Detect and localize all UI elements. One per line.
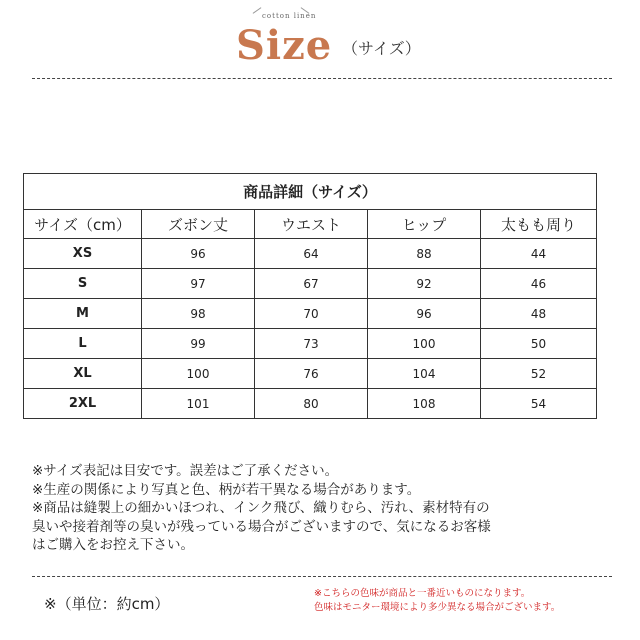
table-cell: 64	[255, 239, 368, 269]
table-cell: 44	[481, 239, 597, 269]
table-row	[24, 239, 597, 269]
table-cell: 54	[481, 389, 597, 419]
table-cell: 98	[142, 299, 255, 329]
table-cell: 96	[142, 239, 255, 269]
table-cell: 48	[481, 299, 597, 329]
note-line: はご購入をお控え下さい。	[32, 537, 194, 553]
table-cell: 104	[368, 359, 481, 389]
table-row	[24, 329, 597, 359]
table-cell: 73	[255, 329, 368, 359]
table-header-row	[24, 210, 597, 239]
size-label: L	[24, 329, 142, 359]
table-cell: 88	[368, 239, 481, 269]
size-label: 2XL	[24, 389, 142, 419]
page-subtitle: （サイズ）	[342, 39, 421, 58]
table-cell: 52	[481, 359, 597, 389]
size-label: XL	[24, 359, 142, 389]
table-cell: 67	[255, 269, 368, 299]
note-line: 臭いや接着剤等の臭いが残っている場合がございますので、気になるお客様	[32, 518, 491, 535]
table-row	[24, 359, 597, 389]
column-header: ウエスト	[255, 210, 368, 239]
column-header: サイズ（cm）	[24, 210, 142, 239]
color-note-line: ※こちらの色味が商品と一番近いものになります。	[314, 588, 531, 599]
color-note	[314, 587, 560, 615]
divider-bottom	[32, 576, 612, 577]
color-note-line: 色味はモニター環境により多少異なる場合がございます。	[314, 602, 561, 613]
table-cell: 96	[368, 299, 481, 329]
table-cell: 99	[142, 329, 255, 359]
column-header: ズボン丈	[142, 210, 255, 239]
note-line: ※生産の関係により写真と色、柄が若干異なる場合があります。	[32, 481, 421, 498]
table-cell: 76	[255, 359, 368, 389]
table-cell: 92	[368, 269, 481, 299]
table-cell: 100	[368, 329, 481, 359]
table-row	[24, 389, 597, 419]
table-cell: 46	[481, 269, 597, 299]
decor-line-left	[253, 7, 262, 14]
column-header: ヒップ	[368, 210, 481, 239]
table-cell: 80	[255, 389, 368, 419]
table-cell: 50	[481, 329, 597, 359]
table-row	[24, 269, 597, 299]
header	[0, 0, 640, 76]
notes	[32, 462, 622, 555]
table-row	[24, 299, 597, 329]
size-table	[23, 173, 597, 419]
size-label: S	[24, 269, 142, 299]
column-header: 太もも周り	[481, 210, 597, 239]
note-line: ※商品は縫製上の細かいほつれ、インク飛び、織りむら、汚れ、素材特有の	[32, 500, 490, 516]
table-cell: 108	[368, 389, 481, 419]
table-cell: 97	[142, 269, 255, 299]
table-cell: 70	[255, 299, 368, 329]
table-cell: 100	[142, 359, 255, 389]
size-label: XS	[24, 239, 142, 269]
table-cell: 101	[142, 389, 255, 419]
divider-top	[32, 78, 612, 79]
page-title: Size	[236, 22, 333, 69]
table-caption: 商品詳細（サイズ）	[24, 174, 597, 210]
note-line: ※サイズ表記は目安です。誤差はご了承ください。	[32, 463, 339, 479]
brand-small-text: cotton linen	[262, 12, 317, 20]
size-label: M	[24, 299, 142, 329]
unit-note: ※（単位：約cm）	[44, 595, 170, 613]
